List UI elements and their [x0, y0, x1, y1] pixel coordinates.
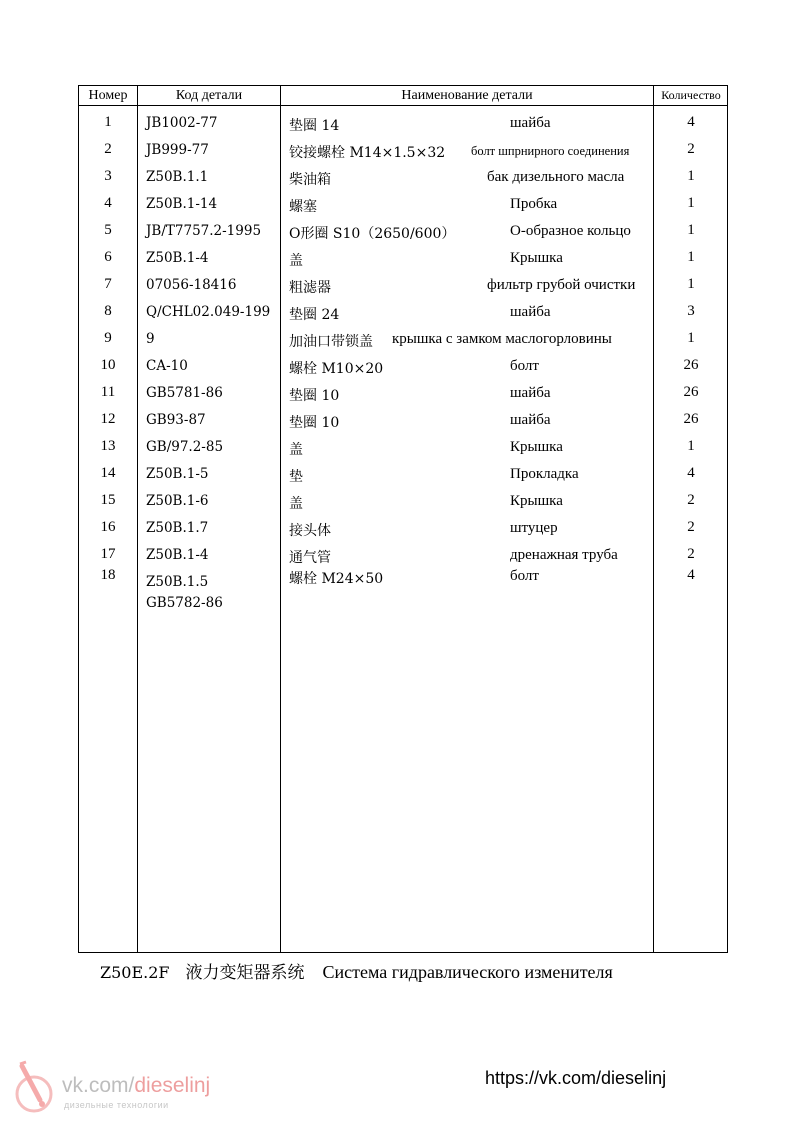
row-number: 4 [104, 195, 112, 211]
part-name-ru: крышка с замком маслогорловины [392, 331, 612, 347]
part-name-ru: бак дизельного масла [487, 169, 625, 185]
part-name-cn: 垫圈 10 [289, 415, 340, 431]
part-name-ru: Крышка [510, 250, 563, 266]
part-qty: 1 [687, 222, 695, 238]
part-qty: 4 [687, 465, 695, 481]
header-divider [79, 105, 727, 106]
part-qty: 26 [683, 411, 699, 427]
row-number: 12 [100, 411, 116, 427]
part-name-cn: O形圈 S10（2650/600） [289, 226, 456, 242]
part-code: Z50B.1-4 [146, 250, 209, 266]
row-number: 10 [100, 357, 116, 373]
part-code: Z50B.1-14 [146, 196, 218, 212]
part-name-cn: 螺栓 M24×50 [289, 571, 384, 587]
column-divider [280, 86, 281, 952]
part-code: Z50B.1.5 [146, 574, 209, 590]
injector-icon [12, 1060, 56, 1116]
part-name-ru: фильтр грубой очистки [487, 277, 636, 293]
part-code: Z50B.1.7 [146, 520, 209, 536]
part-code: JB1002-77 [146, 115, 218, 131]
part-name-ru: шайба [510, 412, 551, 428]
part-name-cn: 螺塞 [289, 199, 317, 215]
part-name-ru: болт шпрнирного соединения [471, 144, 630, 158]
part-name-cn: 螺栓 M10×20 [289, 361, 384, 377]
part-qty: 1 [687, 195, 695, 211]
part-name-cn: 垫圈 14 [289, 118, 340, 134]
part-qty: 1 [687, 249, 695, 265]
part-code: CA-10 [146, 358, 188, 374]
caption-title-ru: Система гидравлического изменителя [322, 962, 613, 982]
part-code: Z50B.1-4 [146, 547, 209, 563]
part-name-cn: 垫 [289, 469, 303, 485]
part-qty: 2 [687, 519, 695, 535]
part-code: JB999-77 [146, 142, 209, 158]
part-qty: 1 [687, 438, 695, 454]
part-code-extra: GB5782-86 [146, 595, 223, 611]
part-code: Z50B.1.1 [146, 169, 209, 185]
part-name-cn: 粗滤器 [289, 280, 331, 296]
row-number: 13 [100, 438, 116, 454]
part-code: JB/T7757.2-1995 [146, 223, 262, 239]
watermark-text: vk.com/dieselinj [62, 1074, 211, 1097]
part-code: Z50B.1-6 [146, 493, 209, 509]
part-name-cn: 接头体 [289, 523, 331, 539]
part-name-ru: О-образное кольцо [510, 223, 631, 239]
part-name-ru: болт [510, 358, 539, 374]
row-number: 9 [104, 330, 112, 346]
part-name-cn: 盖 [289, 253, 303, 269]
part-code: Q/CHL02.049-199 [146, 304, 271, 320]
part-code: Z50B.1-5 [146, 466, 209, 482]
column-divider [137, 86, 138, 952]
part-name-cn: 加油口带锁盖 [289, 334, 373, 350]
row-number: 6 [104, 249, 112, 265]
part-qty: 1 [687, 168, 695, 184]
caption-title-cn: 液力变矩器系统 [185, 963, 305, 983]
header-name: Наименование детали [401, 88, 533, 103]
parts-table [78, 85, 728, 953]
row-number: 5 [104, 222, 112, 238]
row-number: 7 [104, 276, 112, 292]
part-code: GB5781-86 [146, 385, 223, 401]
part-code: 9 [146, 331, 155, 347]
row-number: 8 [104, 303, 112, 319]
part-code: GB/97.2-85 [146, 439, 224, 455]
caption-code: Z50E.2F [100, 963, 170, 982]
part-name-cn: 盖 [289, 442, 303, 458]
part-qty: 1 [687, 330, 695, 346]
part-qty: 1 [687, 276, 695, 292]
part-name-ru: болт [510, 568, 539, 584]
part-name-ru: Пробка [510, 196, 558, 212]
row-number: 2 [104, 141, 112, 157]
row-number: 16 [100, 519, 116, 535]
part-name-ru: Крышка [510, 493, 563, 509]
row-number: 15 [100, 492, 116, 508]
part-qty: 4 [687, 567, 695, 583]
part-name-cn: 垫圈 24 [289, 307, 340, 323]
part-code: 07056-18416 [146, 277, 237, 293]
part-qty: 2 [687, 141, 695, 157]
header-qty: Количество [661, 88, 721, 102]
part-name-cn: 垫圈 10 [289, 388, 340, 404]
part-qty: 26 [683, 384, 699, 400]
row-number: 11 [100, 384, 116, 400]
part-qty: 2 [687, 492, 695, 508]
header-number: Номер [88, 88, 128, 103]
part-name-cn: 盖 [289, 496, 303, 512]
part-qty: 2 [687, 546, 695, 562]
part-qty: 4 [687, 114, 695, 130]
part-name-cn: 通气管 [289, 550, 331, 566]
part-name-cn: 柴油箱 [289, 172, 331, 188]
part-qty: 3 [687, 303, 695, 319]
part-name-ru: шайба [510, 304, 551, 320]
part-name-ru: Прокладка [510, 466, 579, 482]
row-number: 1 [104, 114, 112, 130]
part-name-ru: шайба [510, 115, 551, 131]
part-name-ru: дренажная труба [510, 547, 618, 563]
row-number: 3 [104, 168, 112, 184]
header-code: Код детали [175, 88, 243, 103]
watermark-subtitle: дизельные технологии [64, 1100, 169, 1110]
row-number: 14 [100, 465, 116, 481]
row-number: 18 [100, 567, 116, 583]
row-number: 17 [100, 546, 116, 562]
watermark-logo [12, 1060, 232, 1116]
part-name-ru: Крышка [510, 439, 563, 455]
part-name-cn: 铰接螺栓 M14×1.5×32 [289, 145, 446, 161]
part-code: GB93-87 [146, 412, 206, 428]
part-name-ru: шайба [510, 385, 551, 401]
part-qty: 26 [683, 357, 699, 373]
page-caption [100, 958, 613, 983]
part-name-ru: штуцер [510, 520, 558, 536]
footer-url[interactable]: https://vk.com/dieselinj [485, 1068, 667, 1088]
